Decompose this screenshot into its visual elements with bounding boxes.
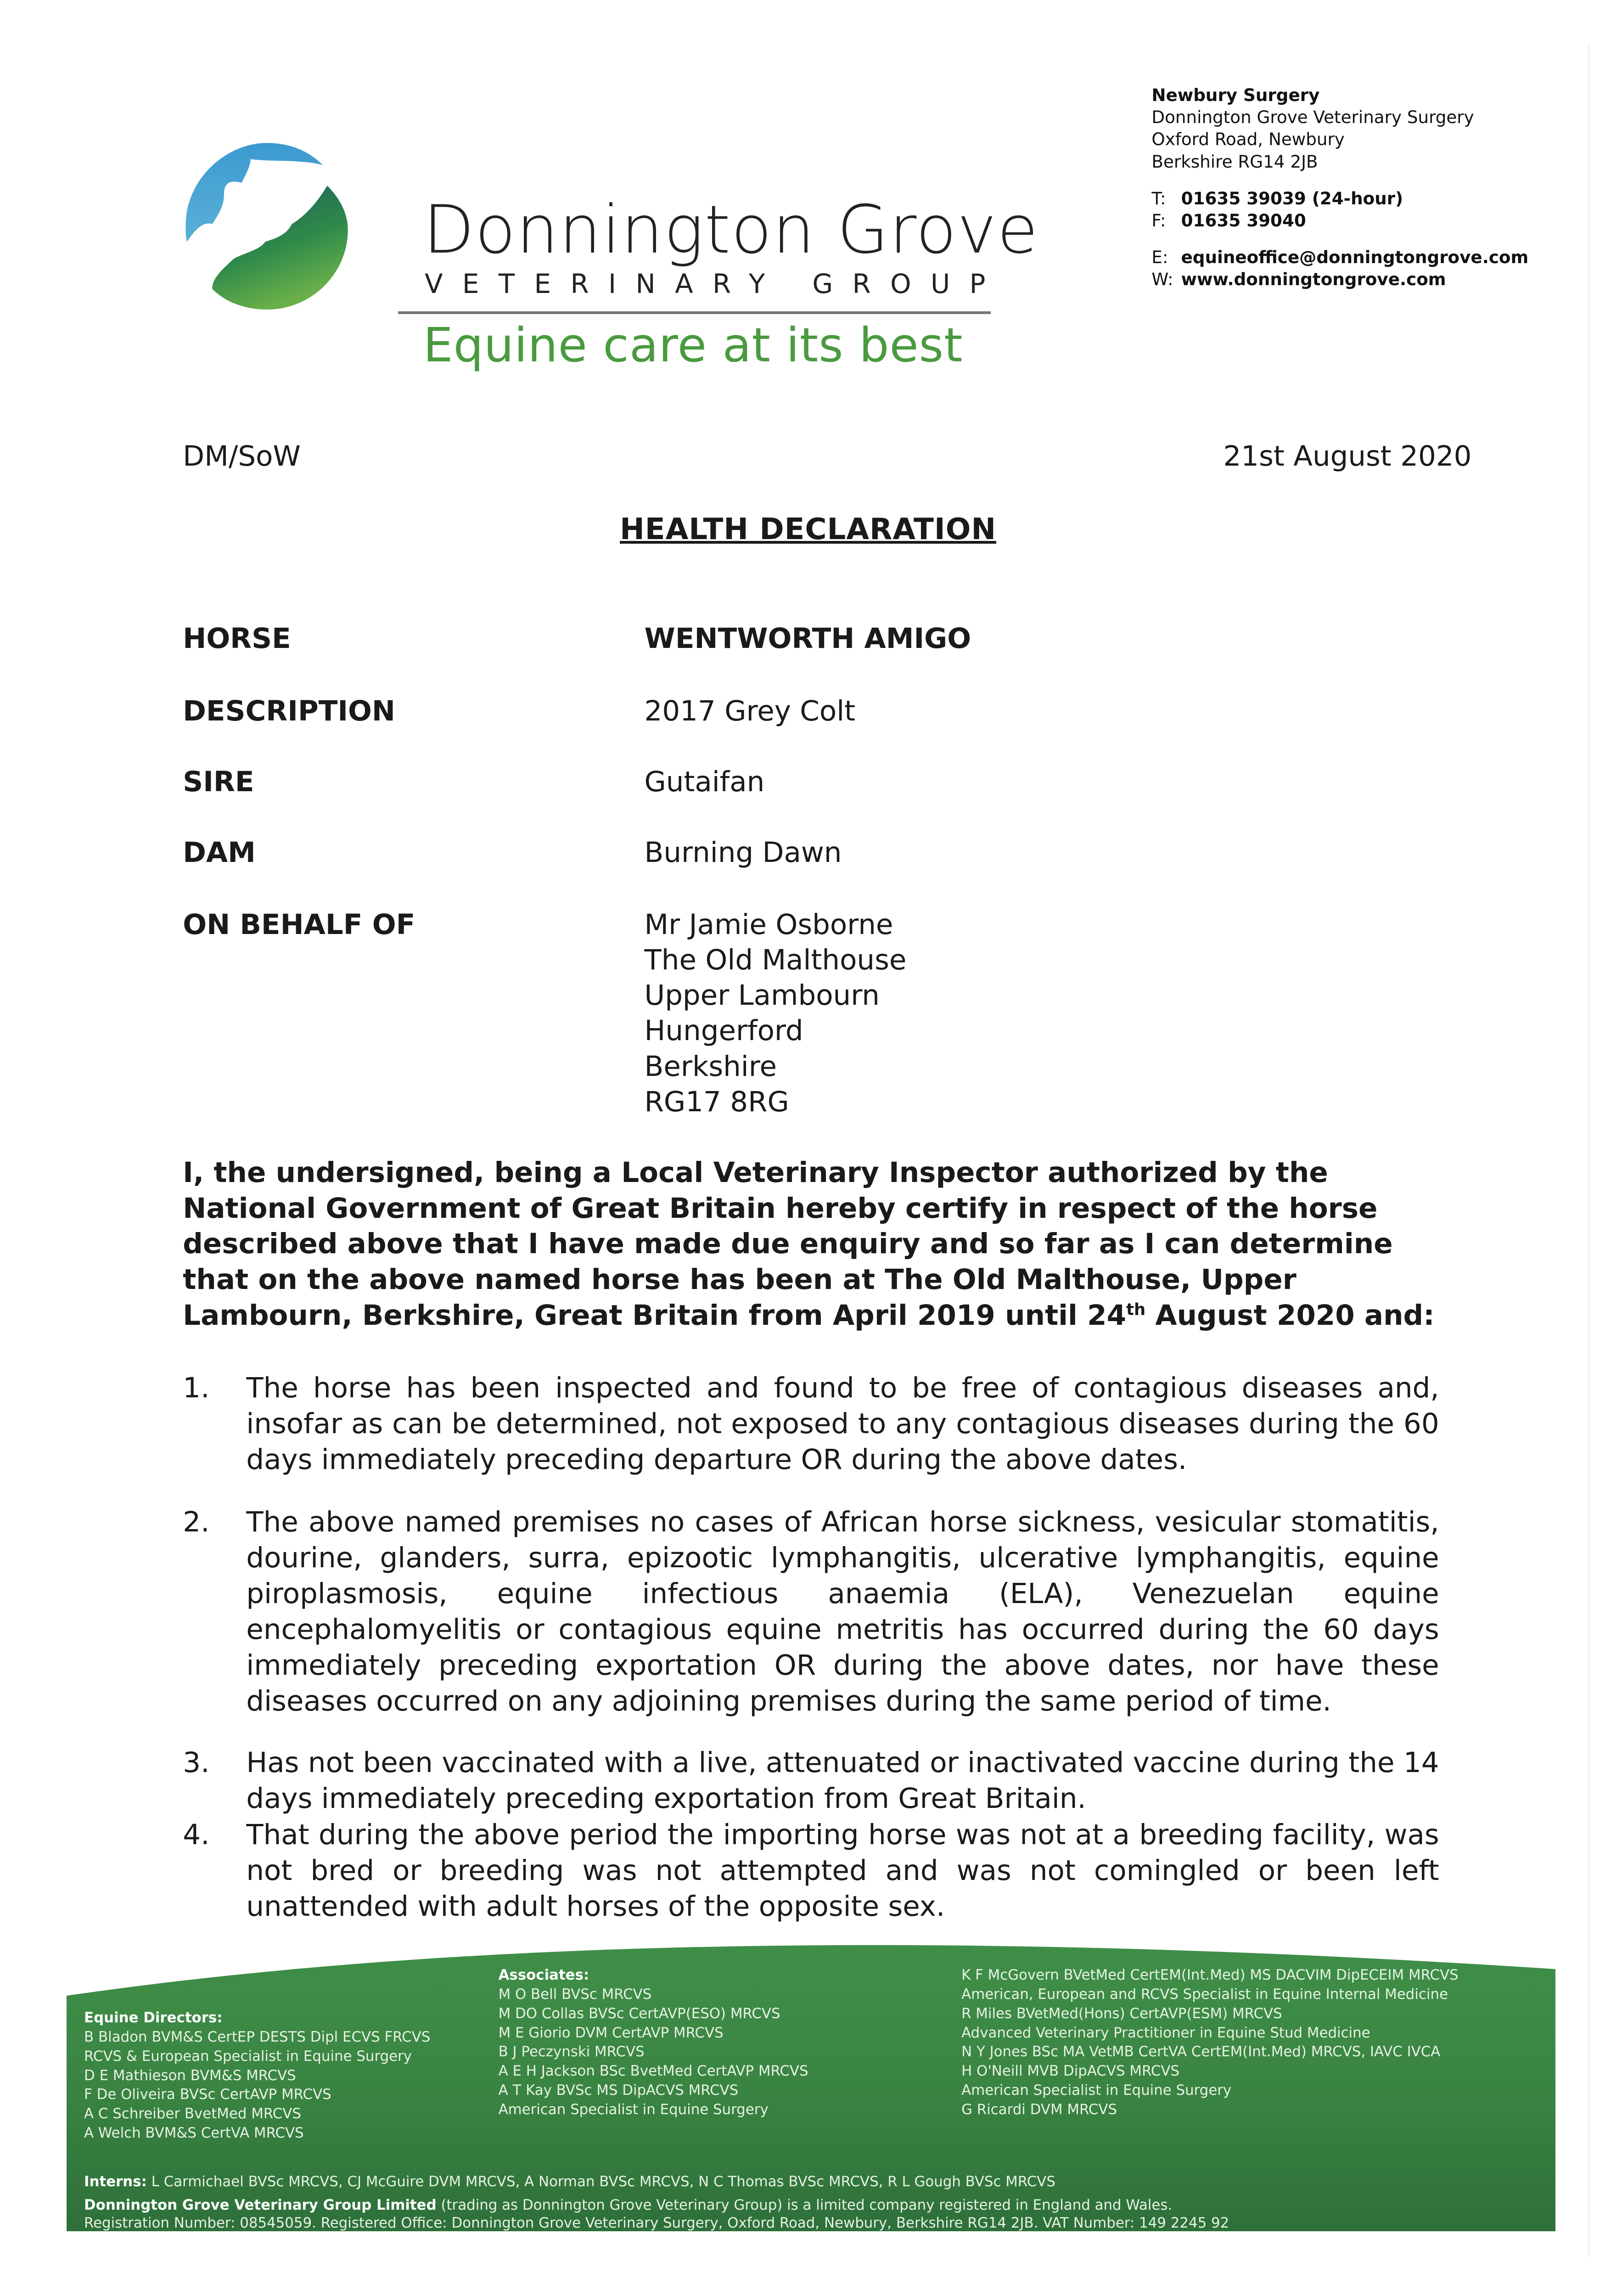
field-value: 2017 Grey Colt <box>644 694 856 727</box>
footer-banner <box>67 1940 1556 2232</box>
address-line: Upper Lambourn <box>644 979 880 1012</box>
list-item: 2. The above named premises no cases of African horse sickness, vesicular stomatitis, dourine, glanders, surra, epizootic lymphangitis, ulcerative lymphangitis, equine piroplasmosis, equine infectious anaemia (ELA), Venezuelan equine encephalomyelitis or contagious equine metritis has occurred during the 60 days immediately preceding exportation OR during the above dates, nor have these diseases occurred on any adjoining premises during the same period of time. <box>183 1506 1439 1718</box>
tagline: Equine care at its best <box>423 318 963 373</box>
list-item: 1. The horse has been inspected and found to be free of contagious diseases and, insofar as can be determined, not exposed to any contagious diseases during the 60 days immediately preceding departure OR during the above dates. <box>183 1371 1439 1476</box>
phone-label: T: <box>1151 188 1166 208</box>
horse-head-logo <box>183 141 351 310</box>
address-line: Berkshire <box>644 1050 777 1083</box>
company-line: Donnington Grove Veterinary Group Limited (trading as Donnington Grove Veterinary Group) is a limited company registered in England and Wales. <box>84 2197 1173 2214</box>
divider <box>398 311 991 314</box>
reference: DM/SoW <box>183 440 301 473</box>
field-value: WENTWORTH AMIGO <box>644 622 971 655</box>
letter-date: 21st August 2020 <box>1223 440 1472 473</box>
field-label: ON BEHALF OF <box>183 908 415 941</box>
address-line: Donnington Grove Veterinary Surgery <box>1151 107 1474 128</box>
owner-address <box>645 907 907 1119</box>
list-item: 4. That during the above period the importing horse was not at a breeding facility, was not bred or breeding was not attempted and was not comingled or been left unattended with adult horses of the opposite sex. <box>183 1818 1439 1923</box>
contact-block <box>1151 84 1528 291</box>
directors-list: Equine Directors: B Bladon BVM&S CertEP DESTS Dipl ECVS FRCVS RCVS & European Specialist in Equine Surgery D E Mathieson BVM&S MRCVS F De Oliveira BVSc CertAVP MRCVS A C Schreiber BvetMed MRCVS A Welch BVM&S CertVA MRCVS <box>84 2009 431 2141</box>
field-value: Gutaifan <box>644 765 765 798</box>
address-line: Hungerford <box>644 1014 803 1047</box>
web-label: W: <box>1151 269 1173 290</box>
address-line: RG17 8RG <box>644 1085 789 1118</box>
fax-label: F: <box>1151 210 1166 231</box>
phone-number: 01635 39039 (24-hour) <box>1181 188 1403 208</box>
email-link[interactable]: equineoffice@donningtongrove.com <box>1181 247 1529 268</box>
certification-statement: I, the undersigned, being a Local Veterinary Inspector authorized by the National Government of Great Britain hereby certify in respect of the horse described above that I have made due enquiry and so far as I can determine that on the above named horse has been at The Old Malthouse, Upper Lambourn, Berkshire, Great Britain from April 2019 until 24th August 2020 and: <box>183 1156 1435 1332</box>
registration-line: Registration Number: 08545059. Registered Office: Donnington Grove Veterinary Surgery, Oxford Road, Newbury, Berkshire RG14 2JB. VAT Number: 149 2245 92 <box>84 2214 1229 2231</box>
associates-list-2: K F McGovern BVetMed CertEM(Int.Med) MS DACVIM DipECEIM MRCVS American, European and RCVS Specialist in Equine Internal Medicine R Miles BVetMed(Hons) CertAVP(ESM) MRCVS Advanced Veterinary Practitioner in Equine Stud Medicine N Y Jones BSc MA VetMB CertVA CertEM(Int.Med) MRCVS, IAVC IVCA H O'Neill MVB DipACVS MRCVS American Specialist in Equine Surgery G Ricardi DVM MRCVS <box>961 1967 1459 2118</box>
email-label: E: <box>1151 247 1168 268</box>
website-link[interactable]: www.donningtongrove.com <box>1181 269 1446 290</box>
field-label: DAM <box>183 836 256 869</box>
brand-name: Donnington Grove <box>423 191 1039 269</box>
brand-subtitle: VETERINARY GROUP <box>424 268 1005 299</box>
office-name: Newbury Surgery <box>1151 85 1320 106</box>
address-line: The Old Malthouse <box>644 944 907 977</box>
address-line: Oxford Road, Newbury <box>1151 129 1345 150</box>
field-value: Burning Dawn <box>644 836 842 869</box>
document-title: HEALTH DECLARATION <box>620 512 997 547</box>
field-label: SIRE <box>183 765 254 798</box>
field-label: DESCRIPTION <box>183 694 395 727</box>
address-line: Berkshire RG14 2JB <box>1151 151 1318 172</box>
scan-edge <box>1588 44 1589 2257</box>
field-label: HORSE <box>183 622 291 655</box>
interns-line: Interns: L Carmichael BVSc MRCVS, CJ McGuire DVM MRCVS, A Norman BVSc MRCVS, N C Thomas BVSc MRCVS, R L Gough BVSc MRCVS <box>84 2173 1055 2190</box>
list-item: 3. Has not been vaccinated with a live, attenuated or inactivated vaccine during the 14 days immediately preceding exportation from Great Britain. <box>183 1746 1439 1815</box>
fax-number: 01635 39040 <box>1181 210 1306 231</box>
address-line: Mr Jamie Osborne <box>644 908 893 941</box>
associates-list: Associates: M O Bell BVSc MRCVS M DO Collas BVSc CertAVP(ESO) MRCVS M E Giorio DVM CertAVP MRCVS B J Peczynski MRCVS A E H Jackson BSc BvetMed CertAVP MRCVS A T Kay BVSc MS DipACVS MRCVS American Specialist in Equine Surgery <box>498 1967 808 2118</box>
